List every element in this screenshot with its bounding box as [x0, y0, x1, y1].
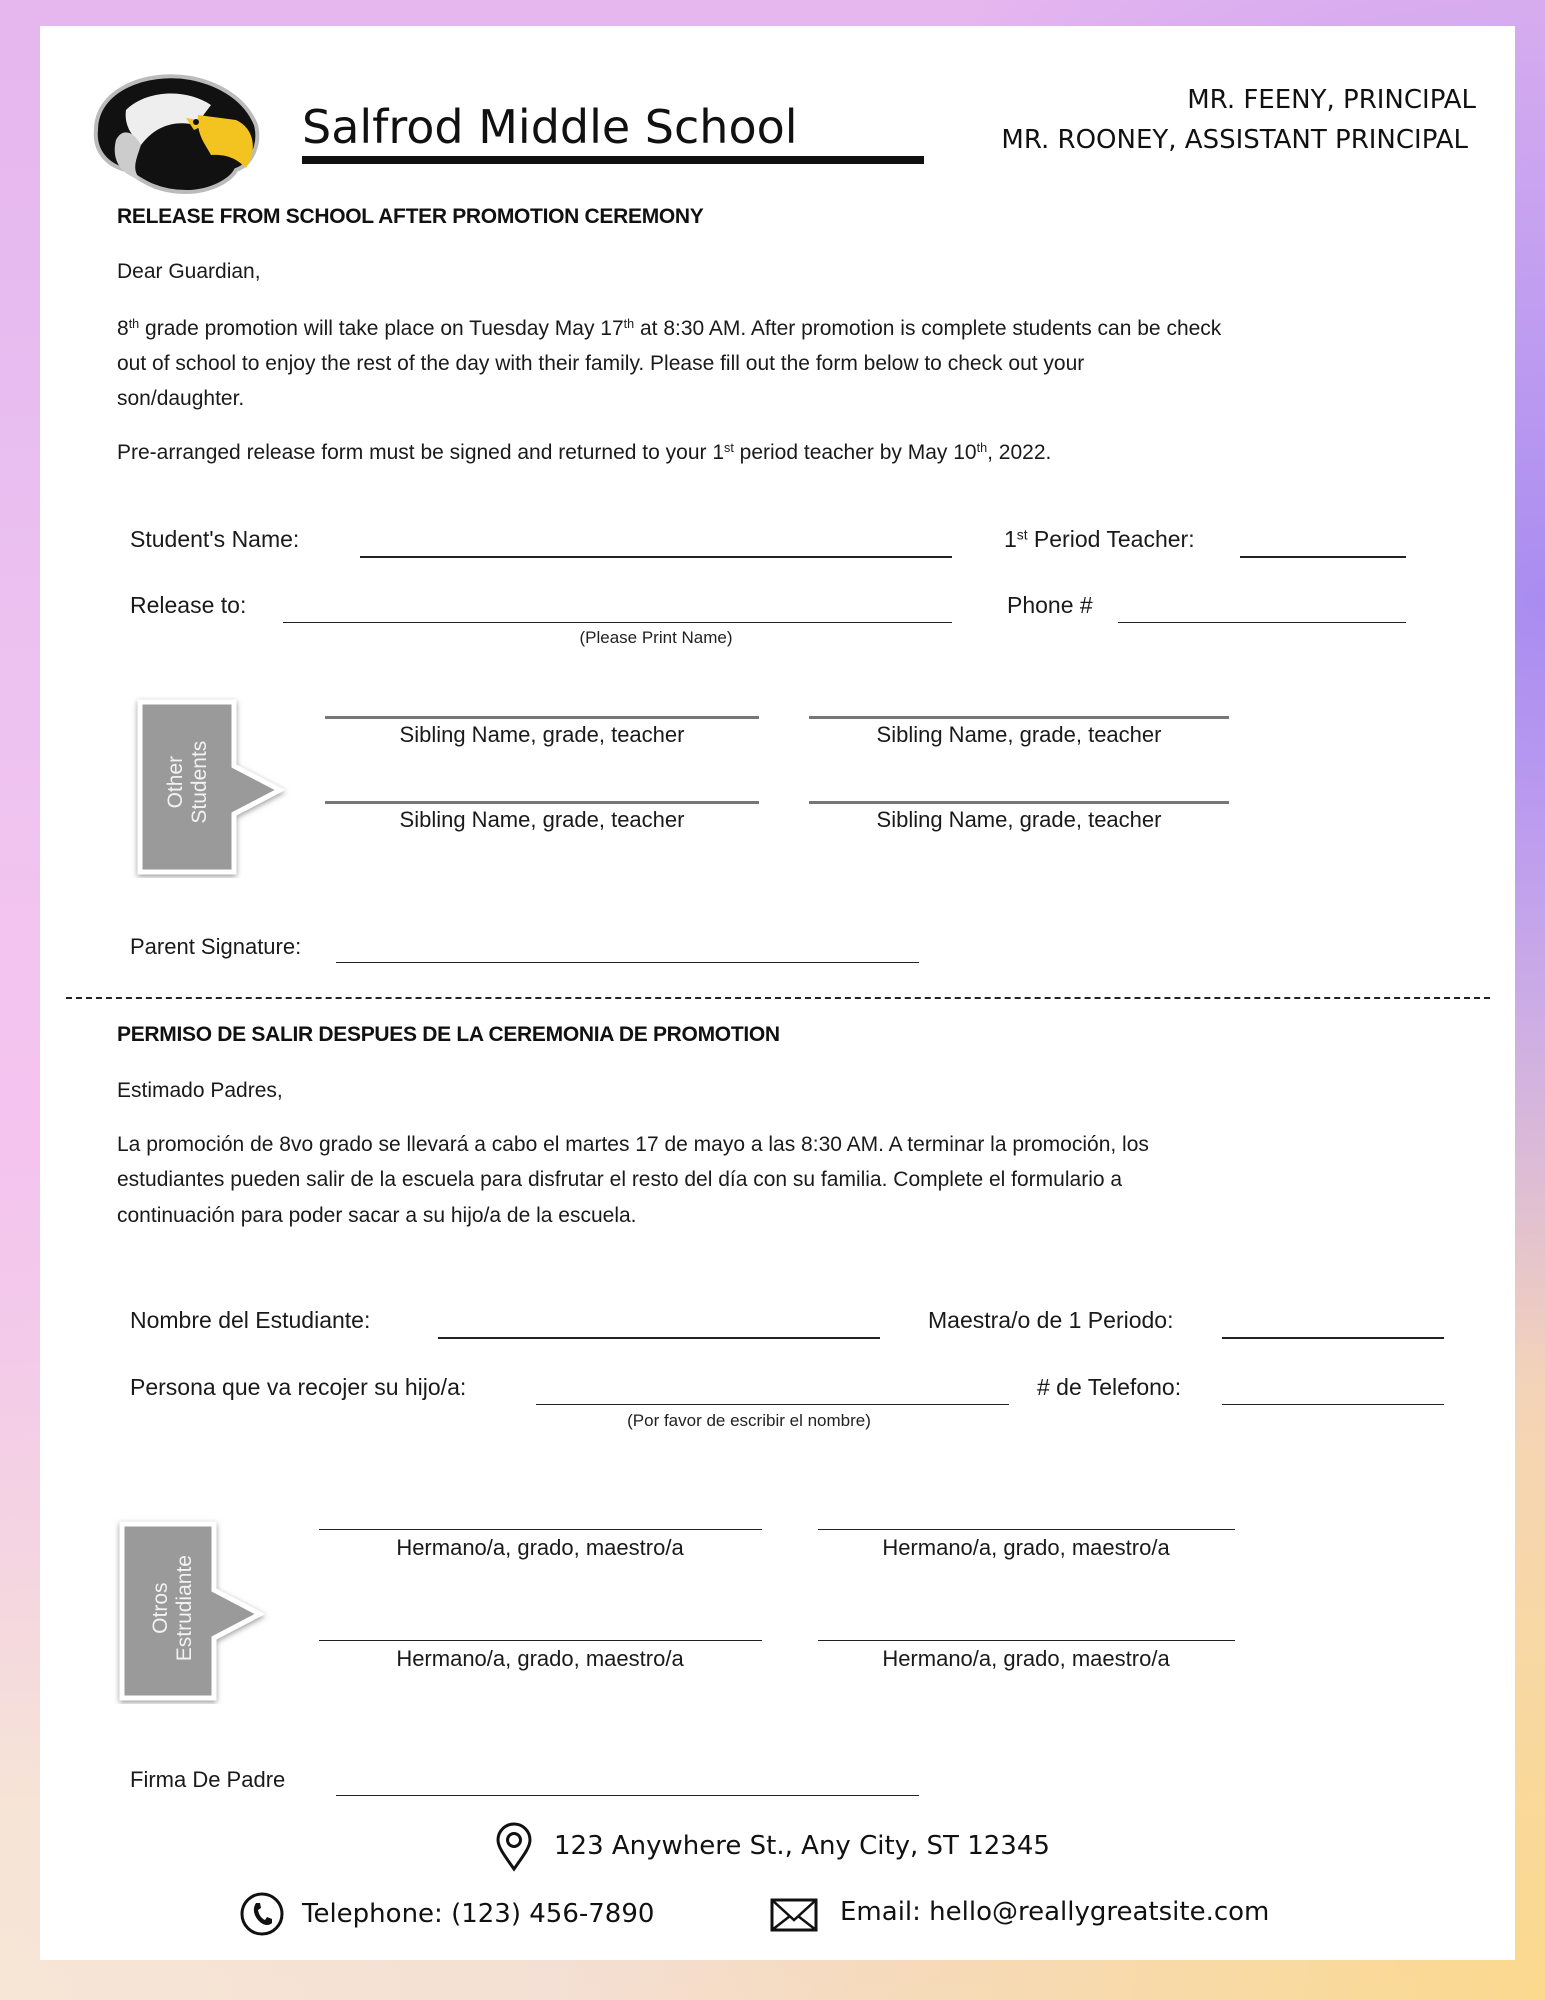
- english-greeting: Dear Guardian,: [117, 260, 261, 283]
- sibling-hint: Sibling Name, grade, teacher: [399, 722, 685, 747]
- english-heading: RELEASE FROM SCHOOL AFTER PROMOTION CEREMONY: [117, 205, 704, 228]
- sibling-field-3[interactable]: [325, 801, 759, 804]
- sibling-field-2[interactable]: [809, 716, 1229, 719]
- telefono-label: # de Telefono:: [1037, 1374, 1182, 1400]
- telephone-icon: [239, 1891, 285, 1937]
- cut-line-divider: [66, 997, 1490, 999]
- hermano-hint: Hermano/a, grado, maestro/a: [882, 1646, 1170, 1671]
- student-name-label: Student's Name:: [130, 526, 300, 552]
- parent-signature-label: Parent Signature:: [130, 934, 302, 959]
- student-name-field[interactable]: [360, 556, 952, 558]
- parent-signature-field[interactable]: [336, 962, 919, 963]
- firma-padre-label: Firma De Padre: [130, 1767, 286, 1792]
- persona-recojer-field[interactable]: [536, 1404, 1009, 1405]
- print-name-hint: (Please Print Name): [579, 628, 733, 647]
- english-paragraph-line1: 8th grade promotion will take place on Tuesday May 17th at 8:30 AM. After promotion is complete students can be check: [117, 317, 1222, 340]
- email-envelope-icon: [770, 1898, 818, 1932]
- persona-recojer-label: Persona que va recojer su hijo/a:: [130, 1374, 467, 1400]
- telefono-field[interactable]: [1222, 1404, 1444, 1405]
- hermano-field-3[interactable]: [319, 1640, 762, 1641]
- hermano-field-2[interactable]: [818, 1529, 1235, 1530]
- hermano-hint: Hermano/a, grado, maestro/a: [882, 1535, 1170, 1560]
- spanish-paragraph-line1: La promoción de 8vo grado se llevará a cabo el martes 17 de mayo a las 8:30 AM. A terminar la promoción, los: [117, 1133, 1149, 1156]
- release-to-label: Release to:: [130, 592, 247, 618]
- sibling-hint: Sibling Name, grade, teacher: [876, 722, 1162, 747]
- eagle-logo: [86, 70, 266, 196]
- english-paragraph-line3: son/daughter.: [117, 387, 245, 410]
- sibling-hint: Sibling Name, grade, teacher: [399, 807, 685, 832]
- school-name: Salfrod Middle School: [302, 100, 798, 154]
- first-period-teacher-field[interactable]: [1240, 556, 1406, 558]
- phone-label: Phone #: [1007, 592, 1093, 618]
- telephone-text: Telephone: (123) 456-7890: [302, 1899, 655, 1929]
- sibling-hint: Sibling Name, grade, teacher: [876, 807, 1162, 832]
- phone-field[interactable]: [1118, 622, 1406, 623]
- nombre-estudiante-field[interactable]: [438, 1337, 880, 1339]
- escribir-nombre-hint: (Por favor de escribir el nombre): [627, 1411, 871, 1430]
- first-period-teacher-label: 1st Period Teacher:: [1004, 526, 1195, 552]
- principal-name: MR. FEENY, PRINCIPAL: [1187, 85, 1476, 115]
- hermano-field-4[interactable]: [818, 1640, 1235, 1641]
- maestra-periodo-field[interactable]: [1222, 1337, 1444, 1339]
- sibling-field-4[interactable]: [809, 801, 1229, 804]
- spanish-heading: PERMISO DE SALIR DESPUES DE LA CEREMONIA DE PROMOTION: [117, 1023, 780, 1046]
- english-paragraph-line2: out of school to enjoy the rest of the day with their family. Please fill out the form below to check out your: [117, 352, 1085, 375]
- location-pin-icon: [494, 1822, 534, 1872]
- spanish-greeting: Estimado Padres,: [117, 1079, 283, 1102]
- hermano-hint: Hermano/a, grado, maestro/a: [396, 1535, 684, 1560]
- maestra-periodo-label: Maestra/o de 1 Periodo:: [928, 1307, 1174, 1333]
- spanish-paragraph-line3: continuación para poder sacar a su hijo/a de la escuela.: [117, 1204, 637, 1227]
- assistant-principal-name: MR. ROONEY, ASSISTANT PRINCIPAL: [1001, 125, 1468, 155]
- firma-padre-field[interactable]: [336, 1795, 919, 1796]
- sibling-field-1[interactable]: [325, 716, 759, 719]
- release-to-field[interactable]: [283, 622, 952, 623]
- other-students-label: Other Students: [163, 740, 211, 824]
- hermano-hint: Hermano/a, grado, maestro/a: [396, 1646, 684, 1671]
- title-underline: [302, 156, 924, 164]
- address-text: 123 Anywhere St., Any City, ST 12345: [554, 1831, 1050, 1861]
- nombre-estudiante-label: Nombre del Estudiante:: [130, 1307, 371, 1333]
- hermano-field-1[interactable]: [319, 1529, 762, 1530]
- english-deadline-text: Pre-arranged release form must be signed and returned to your 1st period teacher by May 10th, 2022.: [117, 441, 1052, 464]
- otros-estudiante-label: Otros Estrudiante: [148, 1555, 196, 1662]
- spanish-paragraph-line2: estudiantes pueden salir de la escuela para disfrutar el resto del día con su familia. Complete el formulario a: [117, 1168, 1123, 1191]
- email-link[interactable]: Email: hello@reallygreatsite.com: [840, 1897, 1270, 1927]
